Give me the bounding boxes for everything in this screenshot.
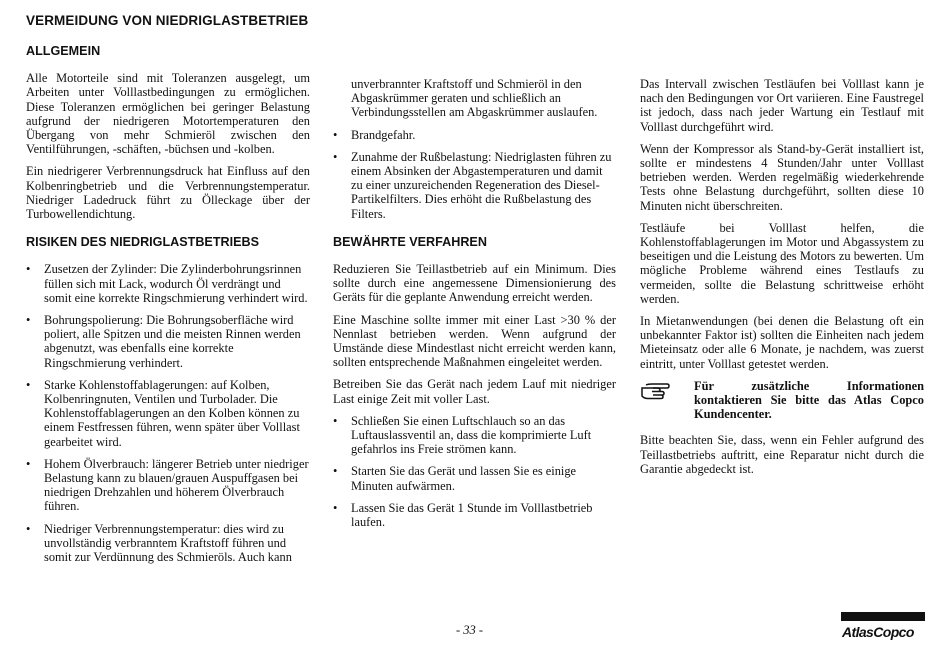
list-item (26, 522, 310, 565)
heading-allgemein: ALLGEMEIN (26, 44, 101, 58)
heading-bewaehrte-verfahren: BEWÄHRTE VERFAHREN (333, 234, 487, 249)
paragraph: Reduzieren Sie Teillastbetrieb auf ein Minimum. Dies sollte durch eine angemessene Dimensionierung des Geräts für die geplante Anwendung erreicht werden. (333, 262, 616, 305)
procedure-list (333, 414, 616, 529)
bullet-icon: • (26, 313, 31, 328)
page-title: VERMEIDUNG VON NIEDRIGLASTBETRIEB (26, 13, 309, 28)
bullet-icon: • (333, 464, 338, 479)
list-item-text: Hohem Ölverbrauch: längerer Betrieb unter niedriger Belastung kann zu blauen/grauen Auspuffgasen bei niedrigen Drehzahlen und höherem Ölverbrauch führen. (44, 456, 309, 514)
paragraph: Ein niedrigerer Verbrennungsdruck hat Einfluss auf den Kolbenringbetrieb und die Verbrennungstemperatur. Niedriger Ladedruck führt zu Ölleckage über der Turbowellendichtung. (26, 164, 310, 222)
note-text: Für zusätzliche Informationen kontaktieren Sie bitte das Atlas Copco Kundencenter. (694, 378, 924, 422)
bullet-icon: • (26, 262, 31, 277)
list-item-continuation: unverbrannter Kraftstoff und Schmieröl in den Abgaskrümmer geraten und schließlich an Verbindungsstellen am Abgaskrümmer auslaufen. (351, 77, 598, 120)
list-item-text: Lassen Sie das Gerät 1 Stunde im Volllastbetrieb laufen. (351, 500, 593, 530)
list-item (333, 128, 616, 142)
column-right (640, 77, 924, 484)
bullet-icon: • (333, 500, 338, 515)
list-item-text: Niedriger Verbrennungstemperatur: dies wird zu unvollständig verbranntem Kraftstoff führen und somit zur Verdünnung des Schmieröls. Auch kann (44, 521, 292, 565)
info-note (640, 379, 924, 422)
paragraph: In Mietanwendungen (bei denen die Belastung oft ein unbekannter Faktor ist) sollten die Einheiten nach jedem Mieteinsatz oder alle 6 Monate, je nachdem, was zuerst eintritt, unter Volllast getestet werden. (640, 314, 924, 371)
list-item-text: Zunahme der Rußbelastung: Niedriglasten führen zu einem Absinken der Abgastemperaturen und damit zu einer unzureichenden Regeneration des Diesel-Partikelfilters. Dies erhöht die Rußbelastung des Filters. (351, 149, 612, 221)
bullet-icon: • (26, 377, 31, 392)
list-item-text: Zusetzen der Zylinder: Die Zylinderbohrungsrinnen füllen sich mit Lack, wodurch Öl verdrängt und somit eine korrekte Ringschmierung verhindert wird. (44, 262, 308, 305)
risk-list-continued (333, 128, 616, 221)
heading-risiken: RISIKEN DES NIEDRIGLASTBETRIEBS (26, 235, 260, 250)
bullet-icon: • (333, 149, 338, 164)
paragraph: Eine Maschine sollte immer mit einer Last >30 % der Nennlast betrieben werden. Wenn aufgrund der Umstände diese Mindestlast nicht erreicht werden kann, sollten entsprechende Maßnahmen eingeleitet werden. (333, 312, 616, 370)
list-item (26, 457, 310, 514)
paragraph: Das Intervall zwischen Testläufen bei Volllast kann je nach den Bedingungen vor Ort variieren. Eine Faustregel ist jedoch, dass nach jeder Wartung ein Testlauf mit Volllast durchgeführt wird. (640, 77, 924, 134)
logo-bar (841, 612, 925, 621)
list-item-text: Bohrungspolierung: Die Bohrungsoberfläche wird poliert, alle Spitzen und die meisten Rinnen werden abgenutzt, was ebenfalls eine korrekte Ringschmierung verhindert. (44, 313, 301, 370)
pointing-hand-icon (640, 379, 694, 404)
list-item (333, 414, 616, 457)
list-item-text: Brandgefahr. (351, 127, 416, 142)
list-item (26, 313, 310, 370)
logo-text: AtlasCopco (842, 624, 914, 640)
bullet-icon: • (333, 127, 338, 142)
list-item (26, 262, 310, 305)
list-item (333, 150, 616, 221)
list-item (26, 378, 310, 449)
column-left (26, 44, 310, 572)
list-item-text: Starke Kohlenstoffablagerungen: auf Kolben, Kolbenringnuten, Ventilen und Turbolader. Die Kohlenstoffablagerungen an den Kolben können zu einem Festfressen führen, wenn später über Volllast gearbeitet wird. (44, 377, 300, 449)
list-item-text: Starten Sie das Gerät und lassen Sie es einige Minuten aufwärmen. (351, 464, 577, 493)
column-middle (333, 77, 616, 537)
bullet-icon: • (26, 521, 31, 536)
paragraph: Alle Motorteile sind mit Toleranzen ausgelegt, um Arbeiten unter Volllastbedingungen zu ermöglichen. Diese Toleranzen ermöglichen bei geringer Belastung aufgrund der niedrigeren Motortemperaturen den Übergang von mehr Schmieröl zwischen den Ventilführungen, -schäften, -büchsen und -kolben. (26, 71, 310, 157)
bullet-icon: • (26, 456, 31, 471)
paragraph: Betreiben Sie das Gerät nach jedem Lauf mit niedriger Last einige Zeit mit voller Last. (333, 377, 616, 406)
list-item (333, 464, 616, 492)
paragraph: Bitte beachten Sie, dass, wenn ein Fehler aufgrund des Teillastbetriebs auftritt, eine Reparatur nicht durch die Garantie abgedeckt ist. (640, 433, 924, 476)
paragraph: Testläufe bei Volllast helfen, die Kohlenstoffablagerungen im Motor und Abgassystem zu beseitigen und die Leistung des Motors zu bewerten. Um mögliche Probleme während eines Testlaufs zu vermeiden, sollte die Belastung schrittweise erhöht werden. (640, 220, 924, 306)
atlas-copco-logo (841, 612, 925, 646)
list-item-text: Schließen Sie einen Luftschlauch so an das Luftauslassventil an, dass die komprimierte Luft gefahrlos ins Freie strömen kann. (351, 413, 592, 457)
list-item (333, 501, 616, 529)
bullet-icon: • (333, 413, 338, 428)
risk-list (26, 262, 310, 564)
page-number: - 33 - (456, 623, 484, 637)
paragraph: Wenn der Kompressor als Stand-by-Gerät installiert ist, sollte er mindestens 4 Stunden/Jahr unter Volllast betrieben werden. Werden regelmäßig wiederkehrende Tests ohne Belastung durchgeführt, sollten diese 10 Minuten nicht überschreiten. (640, 141, 924, 213)
